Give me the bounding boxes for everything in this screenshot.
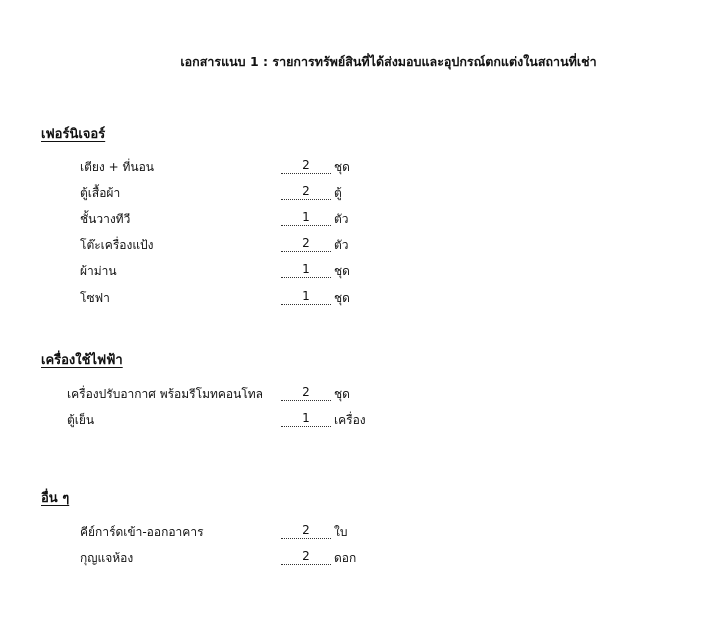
item-unit: ตู้ <box>334 186 342 200</box>
item-qty: 2 <box>281 385 331 401</box>
list-item <box>0 158 719 178</box>
document-title: เอกสารแนบ 1 : รายการทรัพย์สินที่ได้ส่งมอบและอุปกรณ์ตกแต่งในสถานที่เช่า <box>180 54 597 69</box>
section-heading-appliances: เครื่องใช้ไฟฟ้า <box>41 353 123 368</box>
item-name: คีย์การ์ดเข้า-ออกอาคาร <box>80 525 204 539</box>
item-qty: 1 <box>281 210 331 226</box>
list-item <box>0 184 719 204</box>
list-item <box>0 289 719 309</box>
list-item <box>0 411 719 431</box>
list-item <box>0 549 719 569</box>
item-unit: ใบ <box>334 525 348 539</box>
item-unit: ชุด <box>334 387 350 401</box>
item-name: ชั้นวางทีวี <box>80 212 131 226</box>
item-name: เครื่องปรับอากาศ พร้อมรีโมทคอนโทล <box>67 387 264 401</box>
item-unit: ตัว <box>334 212 349 226</box>
list-item <box>0 523 719 543</box>
item-unit: ชุด <box>334 291 350 305</box>
item-qty: 1 <box>281 411 331 427</box>
list-item <box>0 262 719 282</box>
item-unit: เครื่อง <box>334 413 366 427</box>
item-unit: ชุด <box>334 160 350 174</box>
item-unit: ชุด <box>334 264 350 278</box>
item-qty: 1 <box>281 289 331 305</box>
item-name: ตู้เย็น <box>67 413 95 427</box>
item-qty: 2 <box>281 549 331 565</box>
section-heading-others: อื่น ๆ <box>41 491 70 506</box>
item-qty: 2 <box>281 523 331 539</box>
item-name: เตียง + ที่นอน <box>80 160 154 174</box>
list-item <box>0 385 719 405</box>
item-qty: 1 <box>281 262 331 278</box>
list-item <box>0 210 719 230</box>
item-qty: 2 <box>281 236 331 252</box>
item-unit: ตัว <box>334 238 349 252</box>
item-name: กุญแจห้อง <box>80 551 134 565</box>
section-heading-furniture: เฟอร์นิเจอร์ <box>41 127 106 142</box>
item-name: โซฟา <box>80 291 110 305</box>
item-name: โต๊ะเครื่องแป้ง <box>80 238 154 252</box>
list-item <box>0 236 719 256</box>
item-qty: 2 <box>281 158 331 174</box>
item-unit: ดอก <box>334 551 357 565</box>
item-name: ตู้เสื้อผ้า <box>80 186 121 200</box>
item-qty: 2 <box>281 184 331 200</box>
item-name: ผ้าม่าน <box>80 264 117 278</box>
